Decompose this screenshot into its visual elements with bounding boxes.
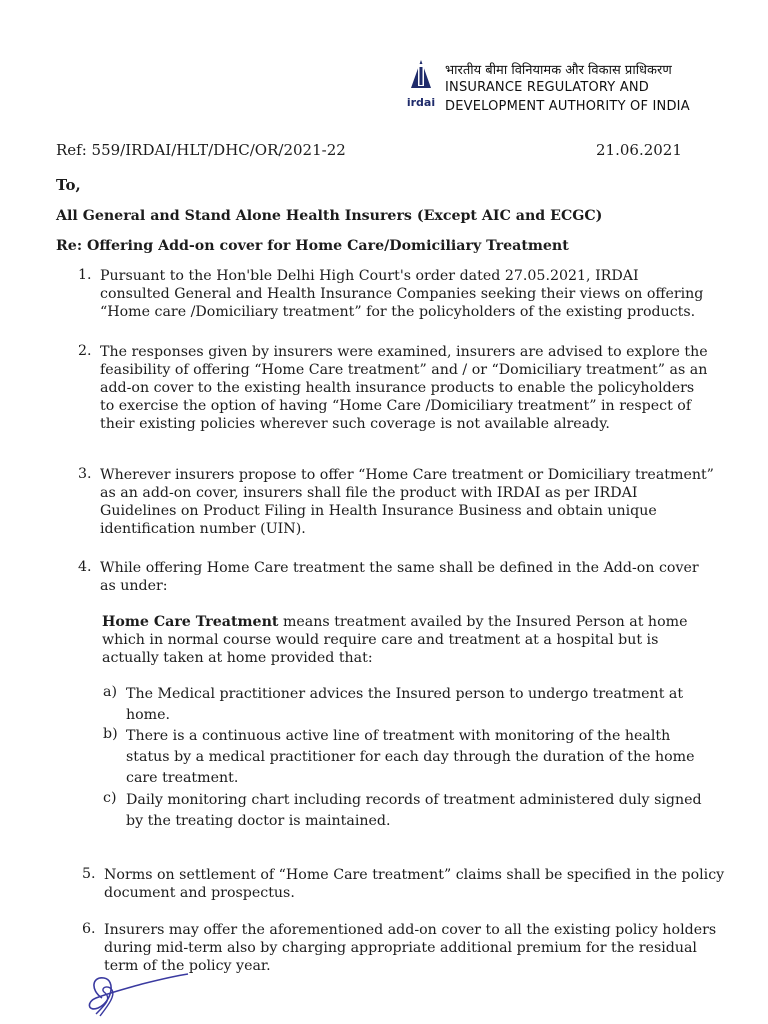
condition-line: home. — [126, 707, 171, 723]
paragraph-line: consulted General and Health Insurance Companies seeking their views on offering — [100, 286, 704, 302]
paragraph-line: as under: — [100, 578, 168, 594]
paragraph-line: Insurers may offer the aforementioned add-on cover to all the existing policy holders — [104, 922, 717, 938]
salutation-to: To, — [56, 176, 81, 194]
irdai-logo — [406, 58, 436, 110]
reference-number: Ref: 559/IRDAI/HLT/DHC/OR/2021-22 — [56, 141, 346, 159]
paragraph-number: 6. — [82, 921, 96, 937]
paragraph-5 — [104, 866, 732, 902]
paragraph-line: Guidelines on Product Filing in Health Insurance Business and obtain unique — [100, 503, 657, 519]
paragraph-line: Wherever insurers propose to offer “Home Care treatment or Domiciliary treatment” — [100, 467, 714, 483]
paragraph-line: as an add-on cover, insurers shall file the product with IRDAI as per IRDAI — [100, 485, 638, 501]
paragraph-line: The responses given by insurers were examined, insurers are advised to explore the — [100, 344, 708, 360]
home-care-definition — [102, 613, 712, 667]
condition-line: by the treating doctor is maintained. — [126, 813, 391, 829]
paragraph-number: 2. — [78, 343, 92, 359]
condition-line: The Medical practitioner advices the Insured person to undergo treatment at — [126, 686, 684, 702]
logo-text: irdai — [406, 96, 436, 109]
paragraph-1 — [100, 267, 712, 321]
condition-b — [126, 726, 730, 789]
paragraph-number: 5. — [82, 866, 96, 882]
definition-line: which in normal course would require care and treatment at a hospital but is — [102, 632, 659, 648]
condition-a — [126, 684, 730, 726]
paragraph-line: identification number (UIN). — [100, 521, 306, 537]
condition-line: Daily monitoring chart including records of treatment administered duly signed — [126, 792, 702, 808]
paragraph-number: 1. — [78, 267, 92, 283]
paragraph-line: term of the policy year. — [104, 958, 271, 974]
condition-line: There is a continuous active line of treatment with monitoring of the health — [126, 728, 671, 744]
org-name-line2: DEVELOPMENT AUTHORITY OF INDIA — [445, 99, 690, 114]
subject-line: Re: Offering Add-on cover for Home Care/Domiciliary Treatment — [56, 238, 569, 254]
paragraph-number: 3. — [78, 466, 92, 482]
definition-text: means treatment availed by the Insured Person at home — [278, 614, 688, 630]
org-name-line1: INSURANCE REGULATORY AND — [445, 80, 650, 95]
paragraph-line: feasibility of offering “Home Care treatment” and / or “Domiciliary treatment” as an — [100, 362, 708, 378]
condition-label: a) — [103, 684, 117, 700]
paragraph-line: “Home care /Domiciliary treatment” for the policyholders of the existing products. — [100, 304, 696, 320]
paragraph-line: during mid-term also by charging appropriate additional premium for the residual — [104, 940, 697, 956]
condition-line: status by a medical practitioner for each day through the duration of the home — [126, 749, 695, 765]
paragraph-line: Pursuant to the Hon'ble Delhi High Court's order dated 27.05.2021, IRDAI — [100, 268, 639, 284]
paragraph-line: While offering Home Care treatment the same shall be defined in the Add-on cover — [100, 560, 699, 576]
paragraph-3 — [100, 466, 712, 538]
definition-line: actually taken at home provided that: — [102, 650, 373, 666]
condition-line: care treatment. — [126, 770, 239, 786]
paragraph-line: add-on cover to the existing health insurance products to enable the policyholders — [100, 380, 695, 396]
letter-date: 21.06.2021 — [596, 141, 682, 159]
definition-line — [102, 613, 712, 631]
paragraph-number: 4. — [78, 559, 92, 575]
paragraph-6 — [104, 921, 732, 975]
addressee: All General and Stand Alone Health Insurers (Except AIC and ECGC) — [56, 208, 603, 224]
paragraph-line: Norms on settlement of “Home Care treatment” claims shall be specified in the policy — [104, 867, 725, 883]
condition-label: c) — [103, 790, 117, 806]
paragraph-2 — [100, 343, 712, 433]
paragraph-line: their existing policies wherever such coverage is not available already. — [100, 416, 610, 432]
condition-c — [126, 790, 730, 832]
signature-scribble — [82, 968, 192, 1020]
paragraph-line: document and prospectus. — [104, 885, 295, 901]
paragraph-line: to exercise the option of having “Home Care /Domiciliary treatment” in respect of — [100, 398, 692, 414]
paragraph-4 — [100, 559, 712, 595]
condition-label: b) — [103, 726, 118, 742]
definition-term: Home Care Treatment — [102, 614, 279, 630]
org-name-hindi: भारतीय बीमा विनियामक और विकास प्राधिकरण — [445, 63, 672, 78]
